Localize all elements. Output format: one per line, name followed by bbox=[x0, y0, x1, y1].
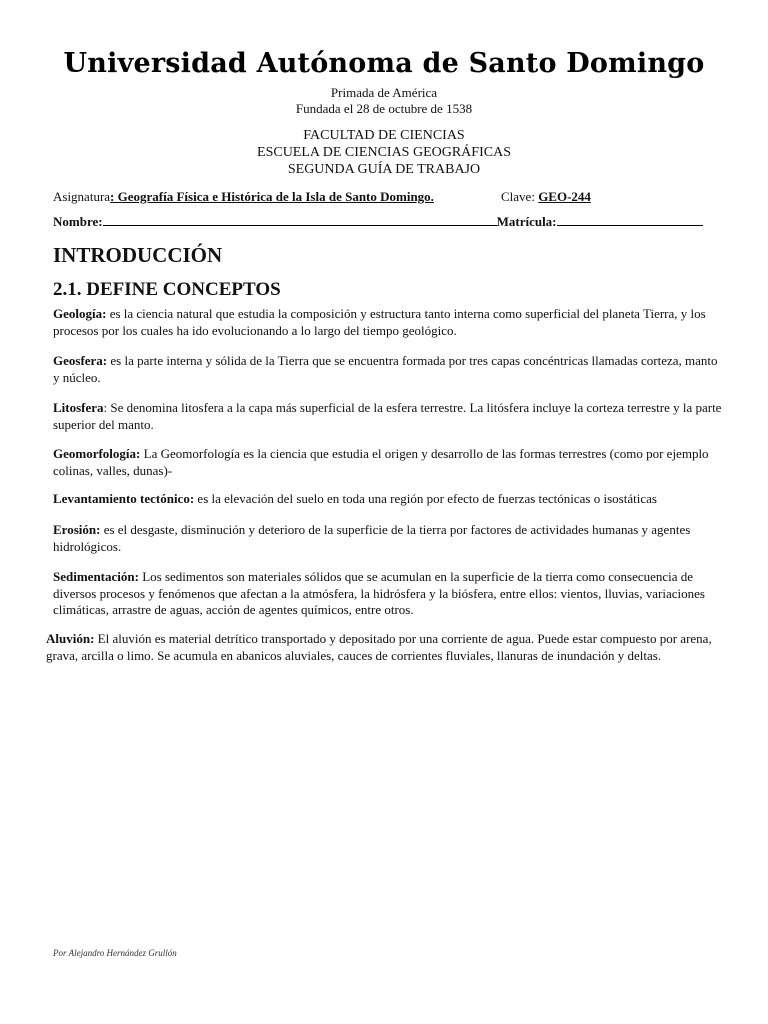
concept-definition: Los sedimentos son materiales sólidos que se acumulan en la superficie de la tierra como consecuencia de diversos procesos y fenómenos que afectan a la atmósfera, la hidrósfera y la biósfera, entre ellos: vientos, lluvias, variaciones climáticas, arrastre de aguas, acción de agentes químicos, entre otros. bbox=[53, 569, 705, 617]
concept-term: Erosión: bbox=[53, 522, 101, 537]
author-footer: Por Alejandro Hernández Grullón bbox=[53, 948, 177, 958]
concept-erosion bbox=[53, 522, 723, 555]
asignatura-row bbox=[53, 189, 434, 205]
matricula-blank-line[interactable] bbox=[557, 213, 703, 226]
primada-subtitle: Primada de América bbox=[330, 85, 438, 100]
concept-definition: El aluvión es material detrítico transportado y depositado por una corriente de agua. Puede estar compuesto por arena, grava, arcilla o limo. Se acumula en abanicos aluviales, cauces de corrientes fluviales, llanuras de inundación y deltas. bbox=[46, 631, 712, 663]
university-title: Universidad Autónoma de Santo Domingo bbox=[63, 48, 705, 79]
concept-term: Geomorfología: bbox=[53, 446, 141, 461]
concept-definition: es la parte interna y sólida de la Tierra que se encuentra formada por tres capas concéntricas llamadas corteza, manto y núcleo. bbox=[53, 353, 718, 385]
escuela-heading: ESCUELA DE CIENCIAS GEOGRÁFICAS bbox=[257, 145, 511, 160]
matricula-label: Matrícula: bbox=[496, 214, 557, 229]
concept-levantamiento bbox=[53, 491, 723, 508]
intro-heading: INTRODUCCIÓN bbox=[53, 243, 223, 267]
concept-definition: es la ciencia natural que estudia la composición y estructura tanto interna como superficial del planeta Tierra, y los procesos por los cuales ha ido evolucionando a lo largo del tiempo geológico. bbox=[53, 306, 706, 338]
asignatura-label: Asignatura bbox=[53, 189, 111, 204]
facultad-heading: FACULTAD DE CIENCIAS bbox=[303, 128, 465, 143]
concept-term: Aluvión: bbox=[46, 631, 95, 646]
concept-definition: La Geomorfología es la ciencia que estudia el origen y desarrollo de las formas terrestres (como por ejemplo colinas, valles, dunas)- bbox=[53, 446, 709, 478]
concept-term: Geosfera: bbox=[53, 353, 108, 368]
concept-aluvion bbox=[46, 631, 723, 664]
concept-definition: es la elevación del suelo en toda una región por efecto de fuerzas tectónicas o isostáticas bbox=[194, 491, 657, 506]
guia-heading: SEGUNDA GUÍA DE TRABAJO bbox=[287, 162, 481, 177]
concept-geomorfologia bbox=[53, 446, 723, 479]
nombre-blank-line[interactable] bbox=[103, 213, 497, 226]
concept-definition: es el desgaste, disminución y deterioro de la superficie de la tierra por factores de actividades humanas y agentes hidrológicos. bbox=[53, 522, 691, 554]
concept-geologia bbox=[53, 306, 723, 339]
fundada-subtitle: Fundada el 28 de octubre de 1538 bbox=[295, 101, 473, 116]
nombre-row bbox=[53, 213, 703, 230]
concept-sedimentacion bbox=[53, 569, 723, 619]
clave-row bbox=[501, 189, 591, 205]
clave-label: Clave: bbox=[501, 189, 539, 204]
concept-litosfera bbox=[53, 400, 723, 433]
asignatura-value: : Geografía Física e Histórica de la Isla de Santo Domingo. bbox=[110, 189, 434, 204]
section-heading: 2.1. DEFINE CONCEPTOS bbox=[53, 279, 281, 300]
clave-value: GEO-244 bbox=[538, 189, 591, 204]
concept-term: Levantamiento tectónico: bbox=[53, 491, 195, 506]
nombre-label: Nombre: bbox=[53, 214, 103, 229]
concept-geosfera bbox=[53, 353, 723, 386]
concept-term: Sedimentación: bbox=[53, 569, 139, 584]
concept-definition: : Se denomina litosfera a la capa más superficial de la esfera terrestre. La litósfera incluye la corteza terrestre y la parte superior del manto. bbox=[53, 400, 722, 432]
concept-term: Geología: bbox=[53, 306, 107, 321]
concept-term: Litosfera bbox=[53, 400, 104, 415]
